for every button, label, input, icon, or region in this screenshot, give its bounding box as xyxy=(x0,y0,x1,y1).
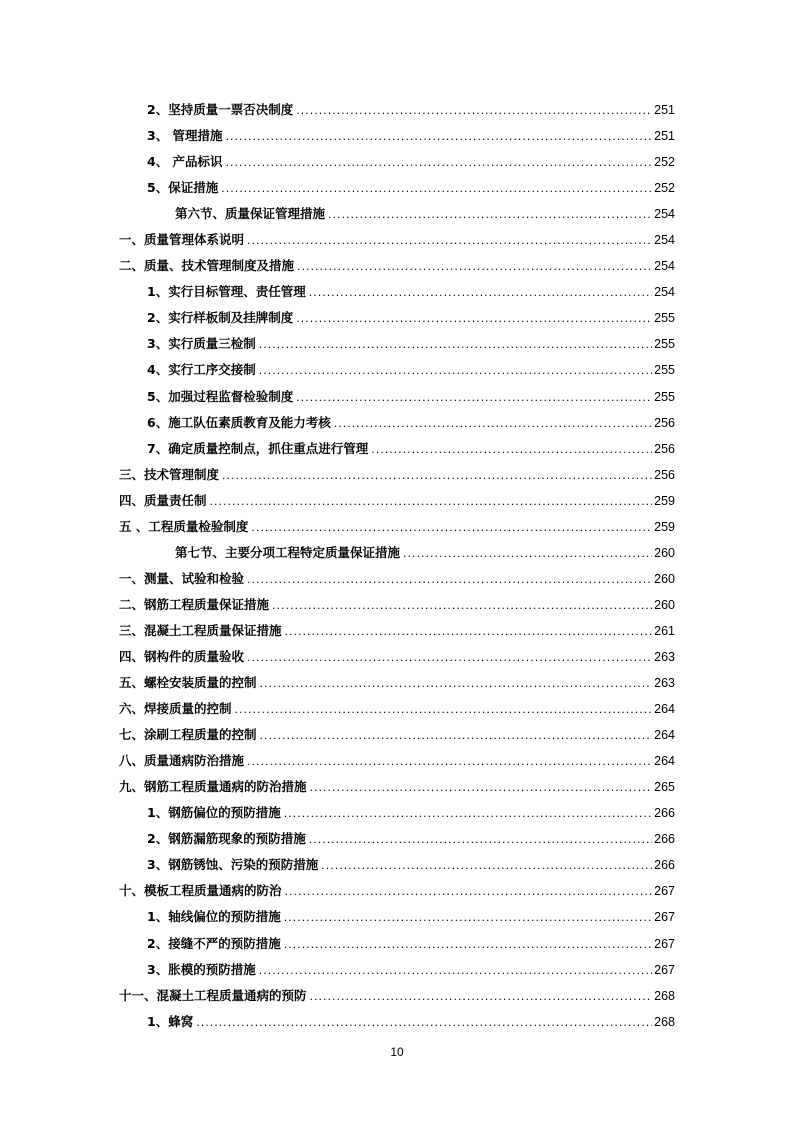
toc-entry-label: 3、实行质量三检制 xyxy=(147,336,256,352)
toc-entry-label: 十、模板工程质量通病的防治 xyxy=(119,883,282,899)
table-of-contents xyxy=(119,100,675,1038)
toc-entry[interactable] xyxy=(119,178,675,204)
toc-entry[interactable] xyxy=(119,126,675,152)
dot-leader xyxy=(334,417,652,430)
toc-entry-label: 1、钢筋偏位的预防措施 xyxy=(147,805,281,821)
toc-entry[interactable] xyxy=(119,439,675,465)
toc-entry-label: 2、接缝不严的预防措施 xyxy=(147,935,281,951)
toc-entry-page: 265 xyxy=(654,780,675,795)
toc-entry[interactable] xyxy=(119,100,675,126)
dot-leader xyxy=(321,859,652,872)
toc-entry[interactable] xyxy=(119,543,675,569)
toc-entry-page: 251 xyxy=(654,103,675,117)
dot-leader xyxy=(284,807,652,820)
toc-entry-label: 1、轴线偏位的预防措施 xyxy=(147,909,281,925)
toc-entry-label: 五 、工程质量检验制度 xyxy=(119,518,249,534)
toc-entry[interactable] xyxy=(119,777,675,803)
toc-entry-label: 2、实行样板制及挂牌制度 xyxy=(147,310,294,326)
dot-leader xyxy=(226,130,653,143)
toc-entry[interactable] xyxy=(119,595,675,621)
dot-leader xyxy=(309,286,652,299)
toc-entry-label: 四、钢构件的质量验收 xyxy=(119,648,245,664)
toc-entry-page: 256 xyxy=(654,467,675,482)
toc-entry-label: 3、 管理措施 xyxy=(147,128,223,144)
toc-entry[interactable] xyxy=(119,152,675,178)
dot-leader xyxy=(210,495,653,508)
dot-leader xyxy=(222,469,652,482)
page-number: 10 xyxy=(390,1045,404,1059)
toc-entry[interactable] xyxy=(119,465,675,491)
toc-entry[interactable] xyxy=(119,803,675,829)
toc-entry-label: 5、保证措施 xyxy=(147,180,219,196)
toc-entry-page: 267 xyxy=(654,884,675,899)
toc-entry-page: 266 xyxy=(654,858,675,873)
toc-entry[interactable] xyxy=(119,725,675,751)
dot-leader xyxy=(247,573,652,586)
toc-entry-label: 2、坚持质量一票否决制度 xyxy=(147,102,294,117)
toc-entry[interactable] xyxy=(119,387,675,413)
dot-leader xyxy=(221,182,652,195)
dot-leader xyxy=(296,312,652,325)
toc-entry[interactable] xyxy=(119,699,675,725)
toc-entry-page: 268 xyxy=(654,988,675,1003)
toc-entry[interactable] xyxy=(119,621,675,647)
toc-entry-page: 256 xyxy=(654,441,675,456)
toc-entry-label: 1、蜂窝 xyxy=(147,1013,194,1029)
toc-entry[interactable] xyxy=(119,647,675,673)
dot-leader xyxy=(284,938,652,951)
toc-entry[interactable] xyxy=(119,881,675,907)
toc-entry-label: 4、 产品标识 xyxy=(147,154,223,170)
toc-entry-label: 九、钢筋工程质量通病的防治措施 xyxy=(119,779,307,795)
dot-leader xyxy=(260,729,653,742)
toc-entry[interactable] xyxy=(119,517,675,543)
dot-leader xyxy=(284,911,652,924)
dot-leader xyxy=(309,833,652,846)
dot-leader xyxy=(247,234,652,247)
toc-entry-label: 二、质量、技术管理制度及措施 xyxy=(119,258,295,274)
toc-entry[interactable] xyxy=(119,334,675,360)
toc-entry-page: 267 xyxy=(654,962,675,977)
toc-entry[interactable] xyxy=(119,855,675,881)
toc-entry-page: 267 xyxy=(654,910,675,925)
toc-entry-label: 7、确定质量控制点，抓住重点进行管理 xyxy=(147,440,369,456)
dot-leader xyxy=(259,964,652,977)
toc-entry[interactable] xyxy=(119,204,675,230)
toc-entry-label: 一、质量管理体系说明 xyxy=(119,232,245,248)
toc-entry[interactable] xyxy=(119,413,675,439)
toc-entry-page: 260 xyxy=(654,571,675,586)
toc-entry[interactable] xyxy=(119,986,675,1012)
toc-entry[interactable] xyxy=(119,907,675,933)
toc-entry-page: 255 xyxy=(654,311,675,326)
toc-entry-page: 260 xyxy=(654,545,675,560)
toc-entry[interactable] xyxy=(119,282,675,308)
toc-entry-label: 3、胀模的预防措施 xyxy=(147,961,256,977)
toc-entry-page: 255 xyxy=(654,337,675,352)
toc-entry[interactable] xyxy=(119,569,675,595)
toc-entry-page: 267 xyxy=(654,936,675,951)
toc-entry-page: 251 xyxy=(654,129,675,144)
toc-entry[interactable] xyxy=(119,934,675,960)
toc-entry-page: 266 xyxy=(654,806,675,821)
toc-entry[interactable] xyxy=(119,829,675,855)
toc-entry-page: 263 xyxy=(654,676,675,691)
toc-entry-label: 四、质量责任制 xyxy=(119,492,207,508)
dot-leader xyxy=(403,547,652,560)
toc-entry-page: 259 xyxy=(654,519,675,534)
toc-entry-label: 4、实行工序交接制 xyxy=(147,362,256,378)
toc-entry-label: 八、质量通病防治措施 xyxy=(119,753,245,769)
dot-leader xyxy=(272,599,652,612)
dot-leader xyxy=(310,990,653,1003)
dot-leader xyxy=(371,443,652,456)
dot-leader xyxy=(259,338,652,351)
toc-entry-page: 252 xyxy=(654,155,675,170)
toc-entry[interactable] xyxy=(119,673,675,699)
dot-leader xyxy=(285,885,653,898)
toc-entry-page: 263 xyxy=(654,649,675,664)
toc-entry-label: 6、施工队伍素质教育及能力考核 xyxy=(147,414,331,430)
dot-leader xyxy=(297,260,652,273)
dot-leader xyxy=(310,781,653,794)
toc-entry-label: 一、测量、试验和检验 xyxy=(119,570,245,586)
toc-entry[interactable] xyxy=(119,256,675,282)
toc-entry-label: 三、混凝土工程质量保证措施 xyxy=(119,622,282,638)
toc-entry-label: 七、涂刷工程质量的控制 xyxy=(119,727,257,743)
toc-entry-page: 254 xyxy=(654,259,675,274)
dot-leader xyxy=(260,677,653,690)
dot-leader xyxy=(251,521,652,534)
toc-entry-label: 三、技术管理制度 xyxy=(119,466,220,482)
toc-entry-page: 255 xyxy=(654,363,675,378)
toc-entry-label: 二、钢筋工程质量保证措施 xyxy=(119,596,270,612)
toc-entry[interactable] xyxy=(119,230,675,256)
toc-entry-label: 第七节、主要分项工程特定质量保证措施 xyxy=(175,544,401,560)
dot-leader xyxy=(226,156,653,169)
toc-entry-page: 261 xyxy=(654,623,675,638)
toc-entry-page: 264 xyxy=(654,702,675,717)
toc-entry[interactable] xyxy=(119,360,675,386)
toc-entry-page: 254 xyxy=(654,285,675,300)
toc-entry-label: 3、钢筋锈蚀、污染的预防措施 xyxy=(147,857,319,873)
toc-entry-page: 252 xyxy=(654,181,675,196)
toc-entry-page: 254 xyxy=(654,233,675,248)
dot-leader xyxy=(247,755,652,768)
dot-leader xyxy=(196,1016,652,1029)
dot-leader xyxy=(285,625,653,638)
toc-entry[interactable] xyxy=(119,491,675,517)
dot-leader xyxy=(296,391,652,404)
toc-entry-page: 256 xyxy=(654,415,675,430)
toc-entry-page: 259 xyxy=(654,493,675,508)
toc-entry-label: 五、螺栓安装质量的控制 xyxy=(119,675,257,691)
toc-entry-label: 六、焊接质量的控制 xyxy=(119,701,232,717)
toc-entry-page: 264 xyxy=(654,754,675,769)
dot-leader xyxy=(328,208,652,221)
toc-entry-label: 第六节、质量保证管理措施 xyxy=(175,206,326,222)
dot-leader xyxy=(235,703,653,716)
dot-leader xyxy=(296,104,652,117)
toc-entry-page: 254 xyxy=(654,207,675,222)
toc-entry[interactable] xyxy=(119,308,675,334)
toc-entry-page: 264 xyxy=(654,728,675,743)
toc-entry-label: 1、实行目标管理、责任管理 xyxy=(147,284,306,300)
toc-entry[interactable] xyxy=(119,751,675,777)
toc-entry-label: 5、加强过程监督检验制度 xyxy=(147,388,294,404)
dot-leader xyxy=(259,364,652,377)
toc-entry[interactable] xyxy=(119,960,675,986)
toc-entry-label: 十一、混凝土工程质量通病的预防 xyxy=(119,987,307,1003)
toc-entry-page: 266 xyxy=(654,832,675,847)
toc-entry-page: 255 xyxy=(654,389,675,404)
toc-entry-label: 2、钢筋漏筋现象的预防措施 xyxy=(147,831,306,847)
toc-entry-page: 260 xyxy=(654,597,675,612)
toc-entry[interactable] xyxy=(119,1012,675,1038)
dot-leader xyxy=(247,651,652,664)
toc-entry-page: 268 xyxy=(654,1014,675,1029)
